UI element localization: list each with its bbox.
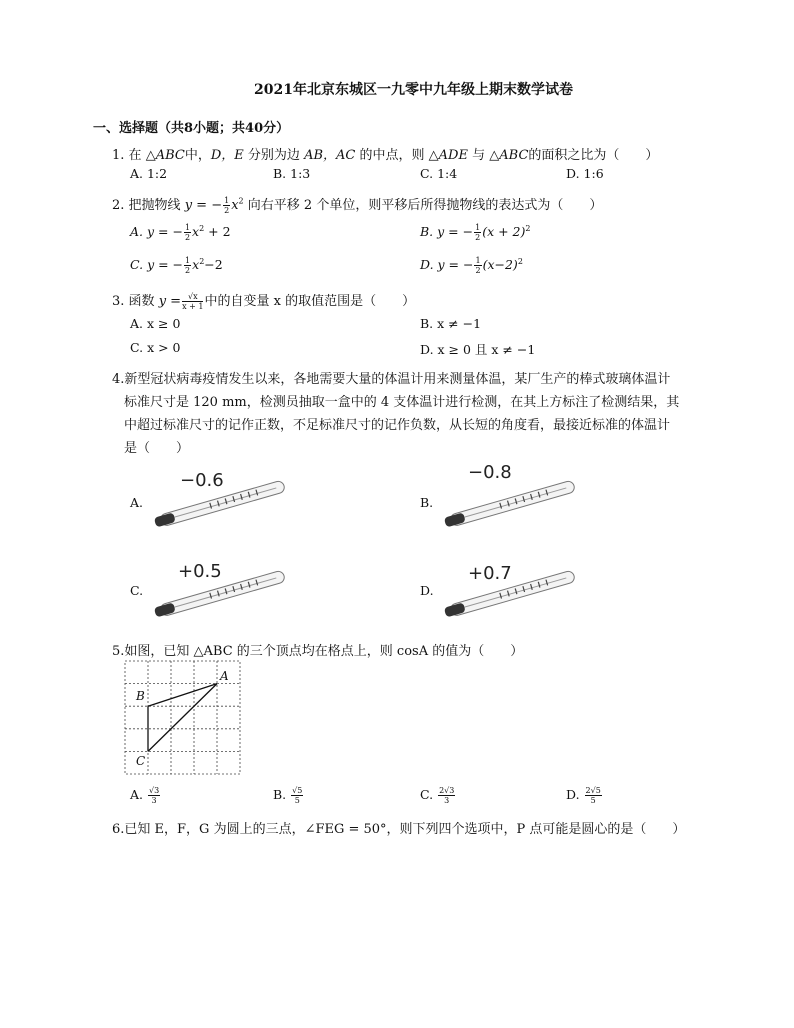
q2-c-post: x xyxy=(192,257,200,272)
q2-b-frac xyxy=(474,223,481,242)
section-heading: 一、选择题（共8小题；共40分） xyxy=(93,121,290,136)
thermometer-c-label: +0.5 xyxy=(178,561,222,582)
q2-d-post: (x−2) xyxy=(482,257,518,272)
q5-c-num: 2√3 xyxy=(439,786,455,795)
q2-option-b xyxy=(420,223,530,242)
q5-d-letter: D. xyxy=(566,787,580,802)
q6-text: 已知 E，F，G 为圆上的三点，∠FEG = 50°，则下列四个选项中，P 点可能是圆心的是（ ） xyxy=(124,822,686,837)
q5-vertex-a-label: A xyxy=(220,669,229,683)
thermometer-b-label: −0.8 xyxy=(468,462,512,483)
q6-number: 6. xyxy=(112,822,125,837)
q5-option-d xyxy=(566,786,603,805)
question-5 xyxy=(112,640,523,659)
question-4-line-3: 中超过标准尺寸的记作正数，不足标准尺寸的记作负数，从长短的角度看，最接近标准的体温计 xyxy=(124,418,671,433)
q2-b-pre: B. y = − xyxy=(420,224,474,239)
q3-number: 3. xyxy=(112,294,125,309)
q2-c-den: 2 xyxy=(185,266,191,275)
question-3 xyxy=(112,290,415,311)
q3-text: 函数 xyxy=(128,294,155,309)
q5-text: 如图，已知 △ABC 的三个顶点均在格点上，则 cosA 的值为（ ） xyxy=(124,644,524,659)
q5-a-den: 3 xyxy=(151,796,157,805)
q1-option-a: A. 1:2 xyxy=(130,166,168,181)
q4-option-b-letter: B. xyxy=(420,495,434,510)
q5-option-b xyxy=(273,786,304,805)
q1-text: 与 xyxy=(472,148,486,163)
q5-triangle xyxy=(148,684,217,752)
paper-title: 2021年北京东城区一九零中九年级上期末数学试卷 xyxy=(254,82,573,98)
q2-d-frac xyxy=(474,256,481,275)
q2-a-pre: A. y = − xyxy=(130,224,183,239)
q1-text: 中， xyxy=(184,148,211,163)
q5-d-frac xyxy=(585,786,602,805)
thermometer-a-label: −0.6 xyxy=(180,470,224,491)
q1-math-triangle-abc-2: △ABC xyxy=(489,148,529,163)
q5-b-den: 5 xyxy=(294,796,300,805)
q1-text: 在 xyxy=(128,148,142,163)
q4-option-a-letter: A. xyxy=(130,495,144,510)
q2-c-num: 1 xyxy=(185,256,191,265)
q5-a-frac xyxy=(148,786,160,805)
q3-option-d: D. x ≥ 0 且 x ≠ −1 xyxy=(420,342,536,357)
q1-text: 的面积之比为（ ） xyxy=(528,148,659,163)
q5-d-num: 2√5 xyxy=(585,786,601,795)
q4-number: 4. xyxy=(112,372,125,387)
q5-option-c xyxy=(420,786,456,805)
q2-c-tail: −2 xyxy=(204,257,223,272)
q1-math-triangle-ade: △ADE xyxy=(428,148,468,163)
question-1 xyxy=(112,144,658,163)
q2-text: 向右平移 2 个单位，则平移后所得抛物线的表达式为（ ） xyxy=(247,198,603,213)
q5-b-num: √5 xyxy=(292,786,303,795)
q5-c-den: 3 xyxy=(444,796,450,805)
q2-number: 2. xyxy=(112,198,125,213)
question-6 xyxy=(112,818,685,837)
q4-text: 新型冠状病毒疫情发生以来，各地需要大量的体温计用来测量体温，某厂生产的棒式玻璃体温计 xyxy=(124,372,671,387)
q4-option-d-letter: D. xyxy=(420,583,434,598)
q3-option-c: C. x > 0 xyxy=(130,340,181,355)
thermometer-b-illustration xyxy=(440,472,580,532)
thermometer-a-illustration xyxy=(150,472,290,532)
q2-c-frac xyxy=(184,256,191,275)
q1-number: 1. xyxy=(112,148,125,163)
q5-b-frac xyxy=(291,786,303,805)
q2-d-den: 2 xyxy=(475,266,481,275)
q4-option-c-letter: C. xyxy=(130,583,144,598)
q2-frac-den: 2 xyxy=(224,206,230,215)
q1-math-sides: AB，AC xyxy=(304,148,356,163)
q2-a-frac xyxy=(184,223,191,242)
q1-option-c: C. 1:4 xyxy=(420,166,458,181)
q5-b-letter: B. xyxy=(273,787,287,802)
q2-exp: 2 xyxy=(238,196,244,206)
q2-a-tail: + 2 xyxy=(204,224,231,239)
q2-frac-num: 1 xyxy=(224,196,230,205)
question-4-line-4: 是（ ） xyxy=(124,441,190,456)
q5-a-num: √3 xyxy=(149,786,160,795)
q2-a-num: 1 xyxy=(184,223,191,232)
thermometer-c-illustration xyxy=(150,562,290,622)
q2-option-c xyxy=(130,256,223,275)
q5-c-letter: C. xyxy=(420,787,434,802)
q2-fraction xyxy=(223,196,230,215)
q2-text: 把抛物线 xyxy=(128,198,181,213)
q5-vertex-b-label: B xyxy=(136,689,145,703)
q3-option-a: A. x ≥ 0 xyxy=(130,316,181,331)
thermometer-d-label: +0.7 xyxy=(468,563,512,584)
q2-b-den: 2 xyxy=(475,233,481,242)
q2-a-post: x xyxy=(192,224,200,239)
q3-option-b: B. x ≠ −1 xyxy=(420,316,482,331)
q5-c-frac xyxy=(438,786,455,805)
q3-text: 中的自变量 x 的取值范围是（ ） xyxy=(204,294,416,309)
q5-number: 5. xyxy=(112,644,125,659)
q2-option-d xyxy=(420,256,523,275)
q3-fraction xyxy=(182,292,203,311)
q1-text: 的中点，则 xyxy=(359,148,425,163)
q3-frac-num: √x xyxy=(182,292,203,302)
q1-option-d: D. 1:6 xyxy=(566,166,604,181)
q2-a-den: 2 xyxy=(184,233,191,242)
thermometer-d-illustration xyxy=(440,562,580,622)
q2-expr: x xyxy=(231,198,239,213)
q5-option-a xyxy=(130,786,161,805)
q2-d-num: 1 xyxy=(475,256,481,265)
q1-math-de: D，E xyxy=(210,148,244,163)
q2-c-pre: C. y = − xyxy=(130,257,184,272)
q5-d-den: 5 xyxy=(590,796,596,805)
q1-math-triangle-abc: △ABC xyxy=(145,148,185,163)
q2-option-a xyxy=(130,223,231,242)
q2-expr: y = − xyxy=(184,198,223,213)
q2-b-num: 1 xyxy=(475,223,481,232)
q1-option-b: B. 1:3 xyxy=(273,166,311,181)
q5-a-letter: A. xyxy=(130,787,144,802)
q2-d-exp: 2 xyxy=(517,256,523,266)
q3-expr: y = xyxy=(158,294,182,309)
q2-a-exp: 2 xyxy=(199,223,205,233)
question-2 xyxy=(112,194,602,215)
q3-frac-den: x + 1 xyxy=(182,302,204,311)
q2-d-pre: D. y = − xyxy=(420,257,474,272)
q2-b-exp: 2 xyxy=(525,223,531,233)
q2-b-post: (x + 2) xyxy=(482,224,526,239)
q2-c-exp: 2 xyxy=(199,256,205,266)
q5-vertex-c-label: C xyxy=(136,754,146,768)
question-4-line-2: 标准尺寸是 120 mm，检测员抽取一盒中的 4 支体温计进行检测，在其上方标注了检测结果，其 xyxy=(124,395,680,410)
question-4-line-1 xyxy=(112,368,670,387)
q1-text: 分别为边 xyxy=(247,148,300,163)
